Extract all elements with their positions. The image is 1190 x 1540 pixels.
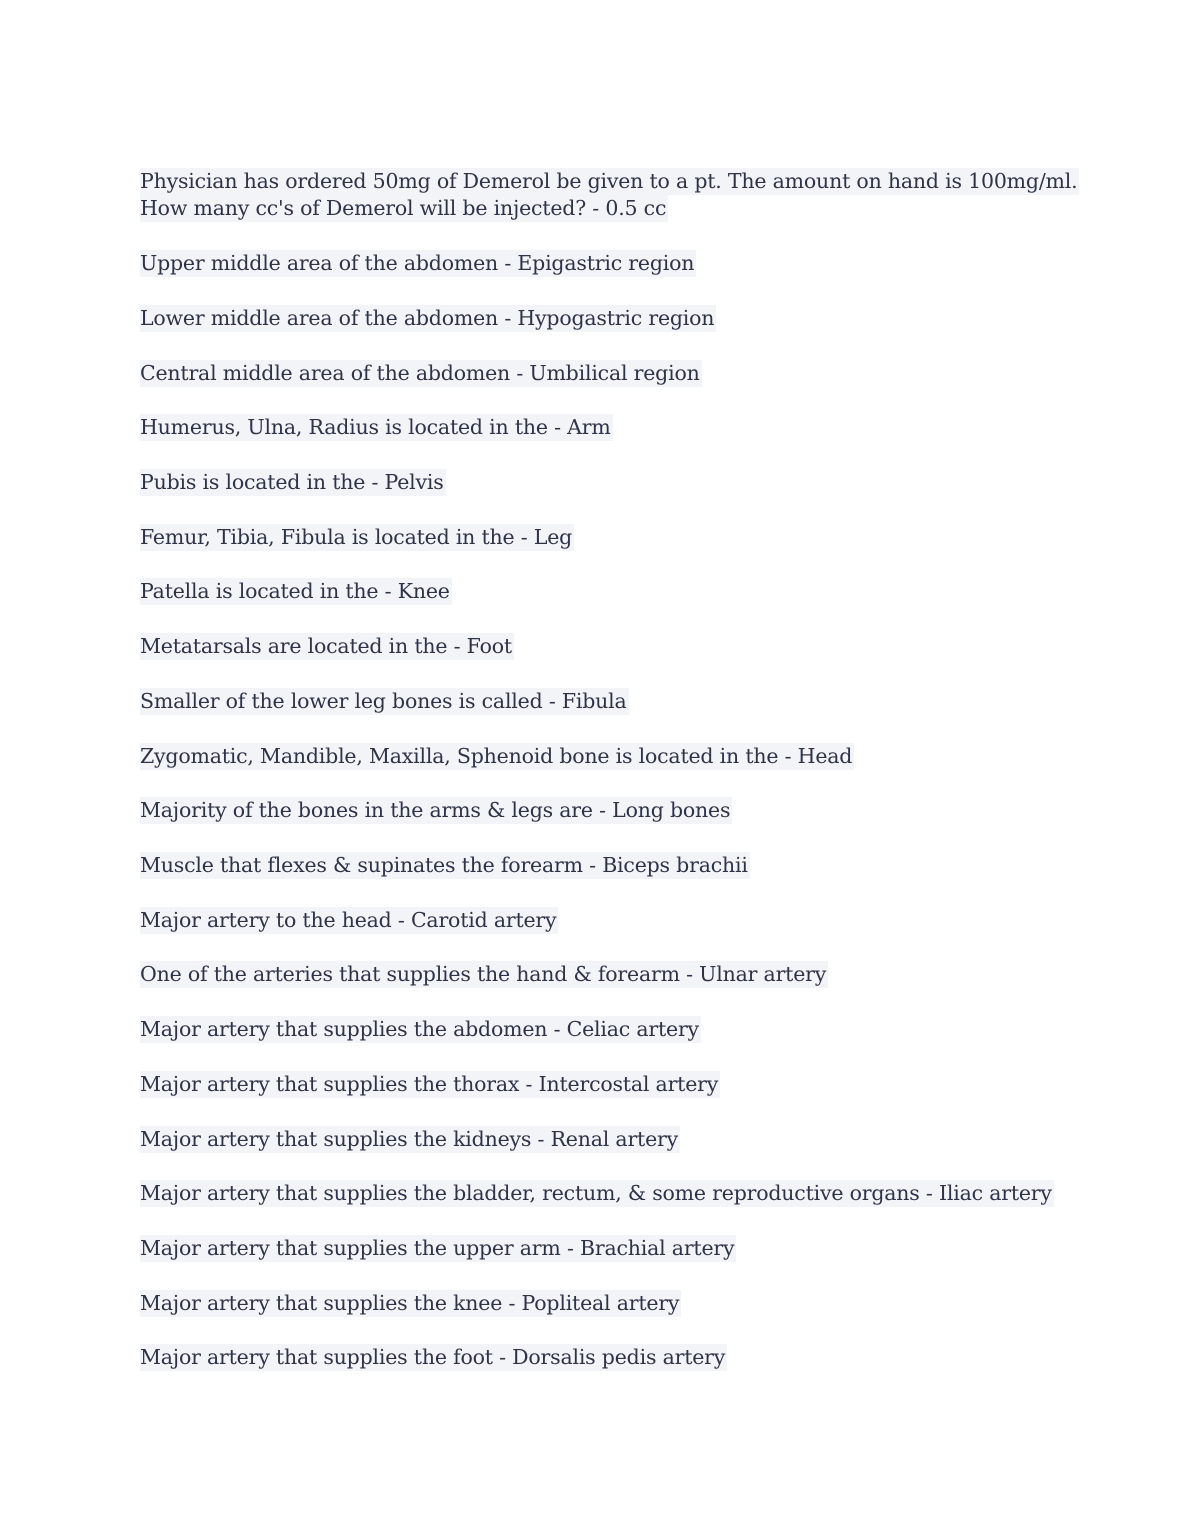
flashcard-item (140, 961, 828, 988)
flashcard-text: Major artery that supplies the abdomen - Celiac artery (140, 1017, 699, 1041)
flashcard-item (140, 578, 452, 605)
flashcard-item (140, 414, 613, 441)
flashcard-item (140, 1344, 727, 1371)
flashcard-item (140, 633, 514, 660)
flashcard-text: Major artery that supplies the kidneys - Renal artery (140, 1127, 679, 1151)
flashcard-text: Major artery that supplies the upper arm - Brachial artery (140, 1236, 735, 1260)
flashcard-item (140, 1071, 720, 1098)
flashcard-item (140, 852, 750, 879)
flashcard-text: Major artery to the head - Carotid artery (140, 908, 557, 932)
flashcard-text: Lower middle area of the abdomen - Hypogastric region (140, 306, 715, 330)
flashcard-item (140, 1290, 681, 1317)
flashcard-text: Upper middle area of the abdomen - Epigastric region (140, 251, 695, 275)
flashcard-item (140, 743, 854, 770)
flashcard-item (140, 1235, 736, 1262)
flashcard-text: How many cc's of Demerol will be injected? - 0.5 cc (140, 196, 667, 220)
flashcard-text: Physician has ordered 50mg of Demerol be given to a pt. The amount on hand is 100mg/ml. (140, 169, 1078, 193)
flashcard-item (140, 469, 446, 496)
flashcard-item (140, 797, 732, 824)
flashcard-text: Femur, Tibia, Fibula is located in the - Leg (140, 525, 573, 549)
flashcard-item (140, 168, 1079, 222)
flashcard-text: One of the arteries that supplies the hand & forearm - Ulnar artery (140, 962, 827, 986)
flashcard-text: Muscle that flexes & supinates the forearm - Biceps brachii (140, 853, 748, 877)
flashcard-text: Patella is located in the - Knee (140, 579, 450, 603)
flashcard-text: Smaller of the lower leg bones is called - Fibula (140, 689, 627, 713)
flashcard-text: Majority of the bones in the arms & legs are - Long bones (140, 798, 731, 822)
flashcard-item (140, 524, 574, 551)
flashcard-item (140, 360, 702, 387)
flashcard-text: Major artery that supplies the thorax - Intercostal artery (140, 1072, 719, 1096)
flashcard-item (140, 688, 629, 715)
flashcard-item (140, 1126, 680, 1153)
flashcard-text: Major artery that supplies the knee - Popliteal artery (140, 1291, 680, 1315)
flashcard-text: Zygomatic, Mandible, Maxilla, Sphenoid bone is located in the - Head (140, 744, 853, 768)
flashcard-text: Major artery that supplies the bladder, rectum, & some reproductive organs - Iliac artery (140, 1181, 1052, 1205)
flashcard-item (140, 1016, 701, 1043)
flashcard-item (140, 1180, 1054, 1207)
flashcard-text: Central middle area of the abdomen - Umbilical region (140, 361, 700, 385)
flashcard-item (140, 305, 716, 332)
flashcard-text: Pubis is located in the - Pelvis (140, 470, 444, 494)
flashcard-item (140, 907, 558, 934)
flashcard-text: Humerus, Ulna, Radius is located in the - Arm (140, 415, 611, 439)
flashcard-text: Metatarsals are located in the - Foot (140, 634, 512, 658)
flashcard-text: Major artery that supplies the foot - Dorsalis pedis artery (140, 1345, 726, 1369)
flashcard-item (140, 250, 696, 277)
